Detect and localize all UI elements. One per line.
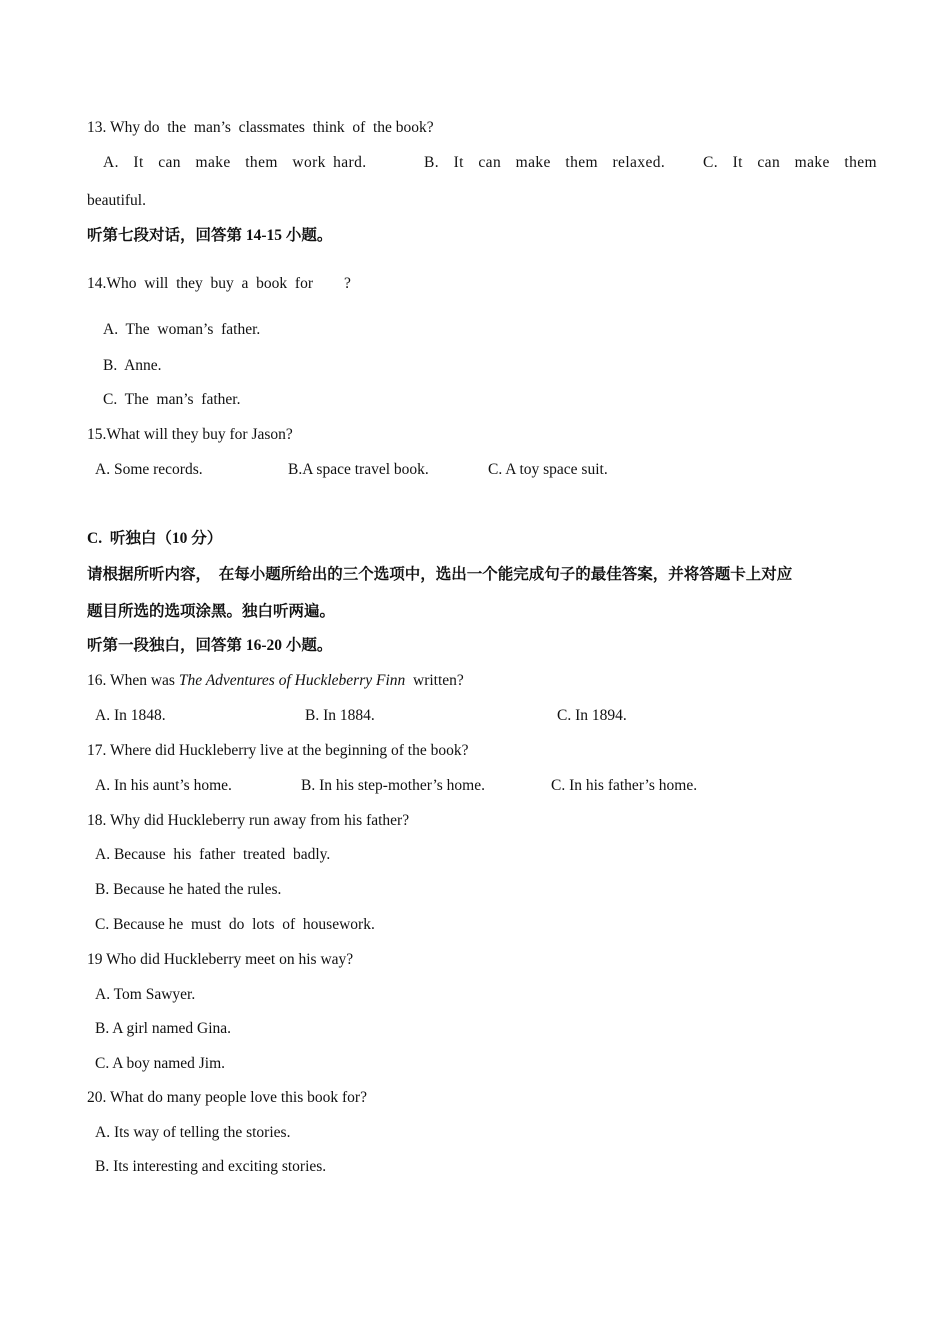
q16-option-a: A. In 1848. xyxy=(95,707,166,724)
q15-option-a: A. Some records. xyxy=(95,461,203,478)
question-13: 13. Why do the man’s classmates think of the book? xyxy=(87,119,434,136)
q14-option-c: C. The man’s father. xyxy=(103,391,241,408)
q13-option-c-continued: beautiful. xyxy=(87,192,146,209)
question-20: 20. What do many people love this book for? xyxy=(87,1089,367,1106)
q18-option-b: B. Because he hated the rules. xyxy=(95,881,282,898)
q19-option-a: A. Tom Sawyer. xyxy=(95,986,196,1003)
q20-option-a: A. Its way of telling the stories. xyxy=(95,1124,291,1141)
q17-option-a: A. In his aunt’s home. xyxy=(95,777,232,794)
question-15: 15.What will they buy for Jason? xyxy=(87,426,293,443)
q15-option-b: B.A space travel book. xyxy=(288,461,429,478)
q16-prefix: 16. When was xyxy=(87,672,179,689)
monologue-1-header: 听第一段独白，回答第 16-20 小题。 xyxy=(87,637,333,654)
q18-option-c: C. Because he must do lots of housework. xyxy=(95,916,375,933)
q17-option-b: B. In his step-mother’s home. xyxy=(301,777,485,794)
part-c-instruction-line-2: 题目所选的选项涂黑。独白听两遍。 xyxy=(87,603,336,620)
q16-option-c: C. In 1894. xyxy=(557,707,627,724)
q13-option-c: C. It can make them xyxy=(703,154,877,171)
q13-option-a: A. It can make them work hard. xyxy=(103,154,367,171)
q19-option-b: B. A girl named Gina. xyxy=(95,1020,232,1037)
q16-option-b: B. In 1884. xyxy=(305,707,375,724)
q13-option-b: B. It can make them relaxed. xyxy=(424,154,666,171)
q14-option-b: B. Anne. xyxy=(103,357,162,374)
q18-option-a: A. Because his father treated badly. xyxy=(95,846,331,863)
part-c-instruction-line-1: 请根据所听内容， 在每小题所给出的三个选项中，选出一个能完成句子的最佳答案，并将答题卡上对应 xyxy=(87,566,793,583)
question-19: 19 Who did Huckleberry meet on his way? xyxy=(87,951,354,968)
part-c-title: C. 听独白（10 分） xyxy=(87,530,223,547)
q16-book-title: The Adventures of Huckleberry Finn xyxy=(178,672,406,689)
question-17: 17. Where did Huckleberry live at the beginning of the book? xyxy=(87,742,469,759)
q19-option-c: C. A boy named Jim. xyxy=(95,1055,226,1072)
question-18: 18. Why did Huckleberry run away from his father? xyxy=(87,812,410,829)
q16-suffix: written? xyxy=(405,672,464,689)
question-14: 14.Who will they buy a book for ? xyxy=(87,275,351,292)
q20-option-b: B. Its interesting and exciting stories. xyxy=(95,1158,327,1175)
section-7-header: 听第七段对话，回答第 14-15 小题。 xyxy=(87,227,333,244)
q17-option-c: C. In his father’s home. xyxy=(551,777,698,794)
q15-option-c: C. A toy space suit. xyxy=(488,461,608,478)
question-16 xyxy=(87,671,464,691)
q14-option-a: A. The woman’s father. xyxy=(103,321,261,338)
